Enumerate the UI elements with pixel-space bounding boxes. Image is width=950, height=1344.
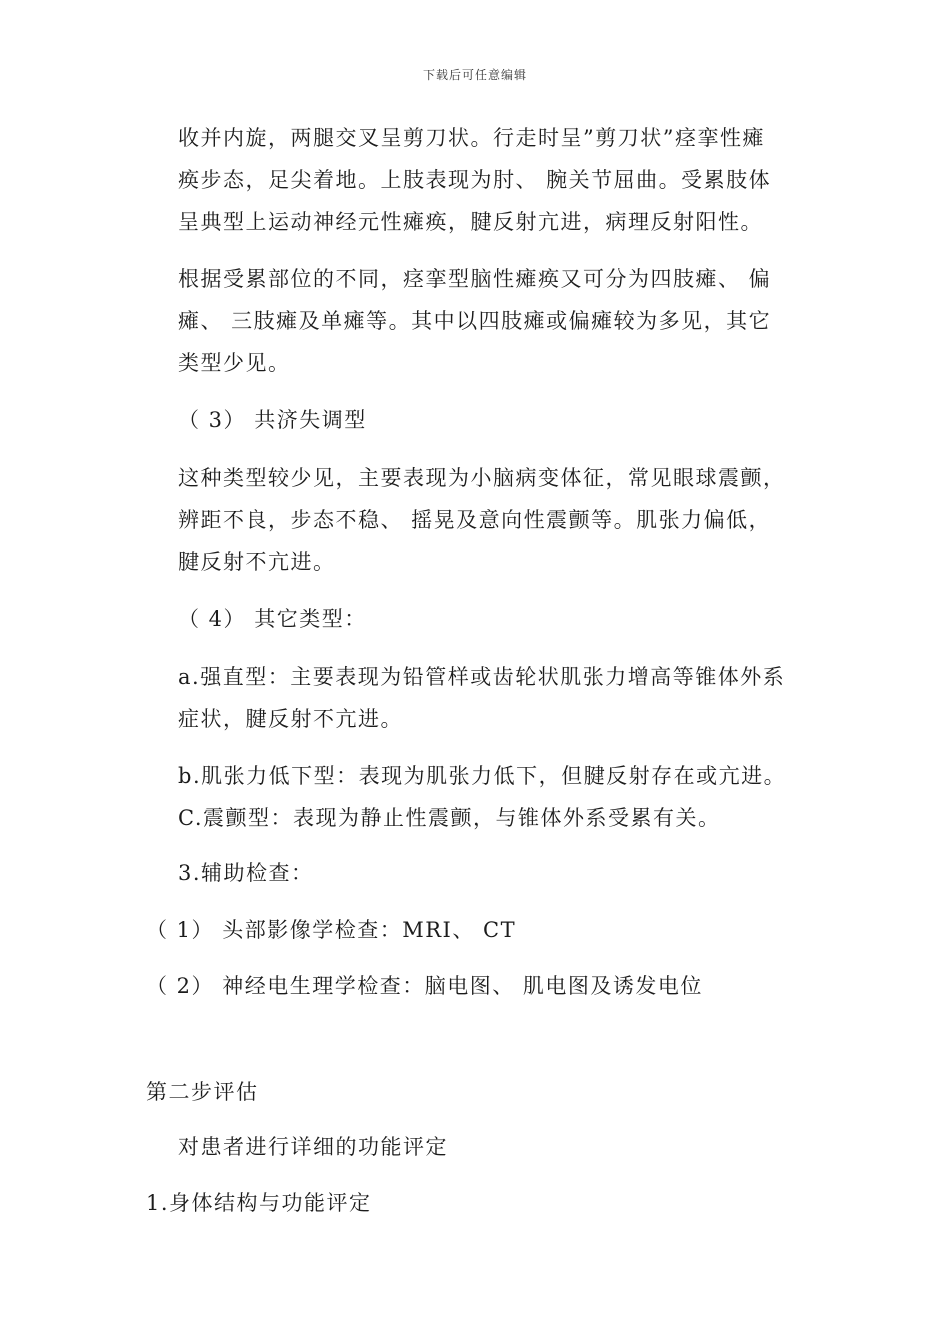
paragraph-line: 辨距不良，步态不稳、 摇晃及意向性震颤等。肌张力偏低， (178, 508, 772, 532)
section-heading: （ 4） 其它类型： (178, 607, 367, 631)
paragraph-line: 类型少见。 (178, 351, 291, 375)
paragraph-line: b.肌张力低下型：表现为肌张力低下，但腱反射存在或亢进。 (178, 764, 787, 788)
paragraph-line: 收并内旋，两腿交叉呈剪刀状。行走时呈”剪刀状”痉挛性瘫 (178, 126, 765, 150)
paragraph-line: 对患者进行详细的功能评定 (178, 1135, 448, 1159)
section-heading: （ 3） 共济失调型 (178, 408, 367, 432)
paragraph-line: 痪步态，足尖着地。上肢表现为肘、 腕关节屈曲。受累肢体 (178, 168, 772, 192)
paragraph-line: 根据受累部位的不同，痉挛型脑性瘫痪又可分为四肢瘫、 偏 (178, 267, 772, 291)
list-item: （ 2） 神经电生理学检查：脑电图、 肌电图及诱发电位 (146, 974, 703, 998)
section-heading: 第二步评估 (146, 1080, 259, 1104)
section-heading: 3.辅助检查： (178, 861, 314, 885)
paragraph-line: 这种类型较少见，主要表现为小脑病变体征，常见眼球震颤， (178, 466, 786, 490)
paragraph-line: 瘫、 三肢瘫及单瘫等。其中以四肢瘫或偏瘫较为多见，其它 (178, 309, 772, 333)
paragraph-line: 腱反射不亢进。 (178, 550, 336, 574)
paragraph-line: 呈典型上运动神经元性瘫痪，腱反射亢进，病理反射阳性。 (178, 210, 763, 234)
paragraph-line: 症状，腱反射不亢进。 (178, 707, 403, 731)
section-heading: 1.身体结构与功能评定 (146, 1191, 372, 1215)
paragraph-line: C.震颤型：表现为静止性震颤，与锥体外系受累有关。 (178, 806, 721, 830)
list-item: （ 1） 头部影像学检查：MRI、 CT (146, 918, 517, 942)
paragraph-line: a.强直型：主要表现为铅管样或齿轮状肌张力增高等锥体外系 (178, 665, 786, 689)
page-header: 下载后可任意编辑 (422, 68, 527, 82)
